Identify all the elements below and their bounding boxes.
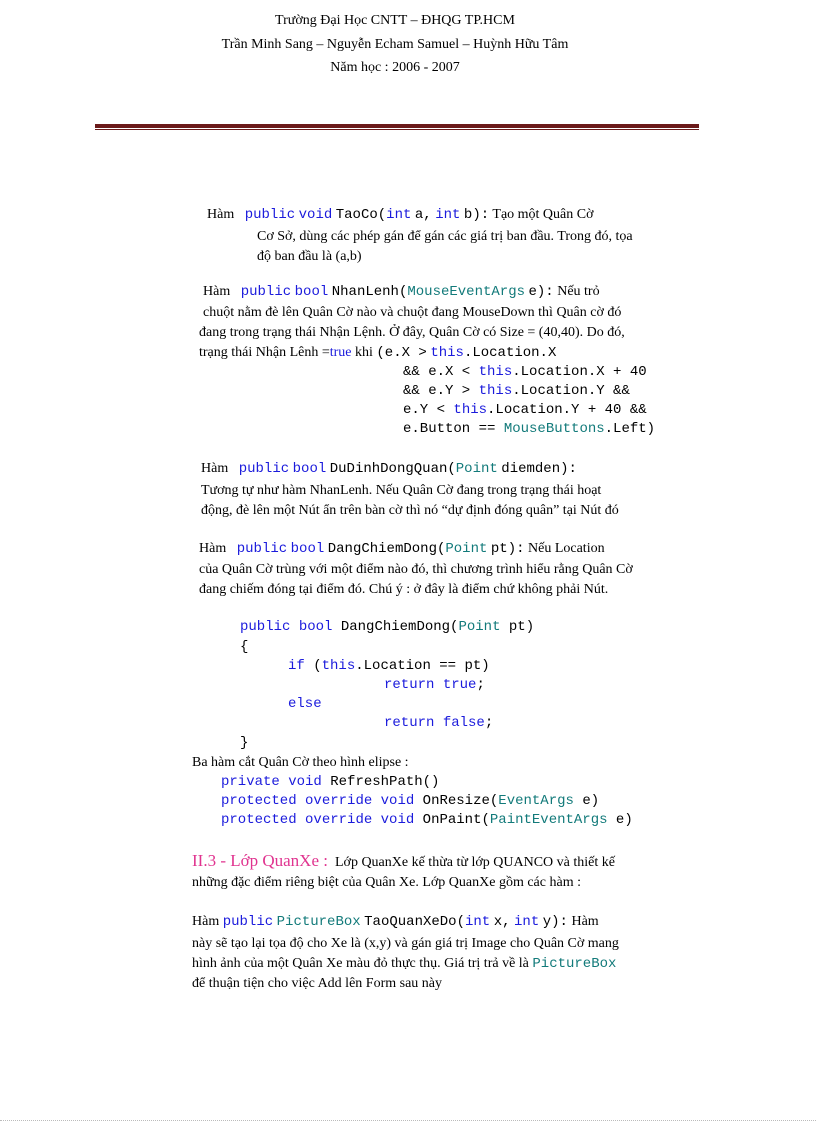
code: ; (476, 677, 485, 693)
kw-public: public (240, 284, 292, 300)
param: diemden): (501, 461, 577, 477)
code-signature (240, 617, 534, 637)
type-name: Point (445, 541, 488, 557)
text: hình ảnh của một Quân Xe màu đỏ thực thụ. Giá trị trả về là (192, 956, 529, 971)
taoquanxe-line2: này sẽ tạo lại tọa độ cho Xe là (x,y) và gán giá trị Image cho Quân Cờ mang (192, 936, 619, 951)
nhanlenh-line2: chuột nằm đè lên Quân Cờ nào và chuột đang MouseDown thì Quân cờ đó (203, 305, 622, 320)
code: ( (313, 658, 322, 674)
type-name: Point (455, 461, 498, 477)
section-line2: những đặc điểm riêng biệt của Quân Xe. Lớp QuanXe gồm các hàm : (192, 875, 581, 890)
kw-this: this (453, 402, 488, 418)
section-heading: II.3 - Lớp QuanXe : (192, 851, 328, 870)
taoco-line3: độ ban đầu là (a,b) (257, 249, 362, 264)
nhanlenh-line3: đang trong trạng thái Nhận Lệnh. Ở đây, Quân Cờ có Size = (40,40). Do đó, (199, 325, 625, 340)
kw-public: public (222, 914, 274, 930)
code: .Location.X (463, 345, 557, 361)
param: pt): (490, 541, 525, 557)
header-divider-thick (95, 124, 699, 128)
dangchiem-lead: Hàm (199, 541, 227, 556)
nhanlenh-cond-2 (403, 362, 647, 382)
code: ; (484, 715, 494, 731)
kw-int: int (464, 914, 491, 930)
type-name: MouseButtons (503, 421, 605, 437)
type-name: PictureBox (532, 956, 617, 972)
kw-bool: bool (294, 284, 329, 300)
method-name: DangChiemDong( (327, 541, 446, 557)
kw-true: true (442, 677, 477, 693)
kw-void: void (298, 207, 333, 223)
kw-else: else (288, 696, 322, 712)
kw-void: void (380, 812, 415, 828)
nhanlenh-signature-line (203, 282, 600, 302)
header-year: Năm học : 2006 - 2007 (330, 60, 460, 75)
code-else (288, 694, 322, 714)
code: (e.X > (376, 345, 427, 361)
kw-override: override (305, 812, 373, 828)
kw-this: this (478, 383, 513, 399)
kw-true: true (329, 345, 352, 360)
ellipse-intro: Ba hàm cắt Quân Cờ theo hình elipse : (192, 755, 409, 770)
kw-return: return (384, 715, 435, 731)
header-authors: Trần Minh Sang – Nguyễn Echam Samuel – Huỳnh Hữu Tâm (221, 37, 569, 52)
code: .Location.X + 40 (512, 364, 647, 380)
dudinh-line3: động, đè lên một Nút ẩn trên bàn cờ thì nó “dự định đóng quân” tại Nút đó (201, 503, 619, 518)
nhanlenh-line4 (199, 343, 556, 363)
taoquanxe-lead: Hàm (192, 914, 220, 929)
type-name: PictureBox (276, 914, 361, 930)
method-name: DuDinhDongQuan( (329, 461, 456, 477)
nhanlenh-cond-5 (403, 419, 655, 439)
code: && e.X < (403, 364, 471, 380)
code-close-brace: } (240, 735, 249, 751)
taoco-signature-line (207, 205, 594, 225)
method-name: NhanLenh( (331, 284, 408, 300)
code-if-line (288, 656, 490, 676)
nhanlenh-desc: Nếu trỏ (557, 284, 600, 299)
dangchiem-line2: của Quân Cờ trùng với một điểm nào đó, thì chương trình hiểu rằng Quân Cờ (199, 562, 633, 577)
kw-public: public (240, 619, 291, 635)
type-name: MouseEventArgs (407, 284, 525, 300)
code: .Left) (604, 421, 656, 437)
dudinh-line2: Tương tự như hàm NhanLenh. Nếu Quân Cờ đang trong trạng thái hoạt (201, 483, 602, 498)
param: e) (582, 793, 600, 809)
text: trạng thái Nhận Lênh = (199, 345, 330, 360)
code: && e.Y > (403, 383, 471, 399)
type-name: PaintEventArgs (489, 812, 608, 828)
kw-this: this (478, 364, 513, 380)
type-name: EventArgs (498, 793, 574, 809)
code-open-brace: { (240, 639, 249, 655)
method-name: OnResize( (422, 793, 499, 809)
type-name: Point (458, 619, 501, 635)
page-bottom-border (0, 1120, 816, 1121)
param-a: a, (414, 207, 432, 223)
kw-void: void (288, 774, 322, 790)
dangchiem-line3: đang chiếm đóng tại điểm đó. Chú ý : ở đây là điểm chứ không phải Nút. (199, 582, 609, 597)
method-name: TaoCo( (335, 207, 387, 223)
header-school: Trường Đại Học CNTT – ĐHQG TP.HCM (275, 13, 515, 28)
dudinh-lead: Hàm (201, 461, 229, 476)
kw-return: return (384, 677, 435, 693)
taoquanxe-desc: Hàm (571, 914, 599, 929)
kw-int: int (386, 207, 412, 223)
nhanlenh-lead: Hàm (203, 284, 231, 299)
method-name: OnPaint( (422, 812, 490, 828)
param: e): (528, 284, 554, 300)
kw-this: this (430, 345, 464, 361)
kw-bool: bool (290, 541, 325, 557)
taoquanxe-signature-line (192, 912, 599, 932)
dudinh-signature-line (201, 459, 577, 479)
ellipse-method-1 (221, 772, 439, 792)
code: .Location == pt) (355, 658, 490, 674)
kw-false: false (442, 715, 485, 731)
kw-int: int (514, 914, 540, 930)
section-heading-line (192, 851, 615, 873)
nhanlenh-cond-4 (403, 400, 647, 420)
taoco-lead: Hàm (207, 207, 235, 222)
taoquanxe-line3 (192, 954, 616, 974)
method-name: TaoQuanXeDo( (364, 914, 465, 930)
code: e.Y < (403, 402, 446, 418)
method-name: DangChiemDong( (340, 619, 459, 635)
kw-bool: bool (298, 619, 333, 635)
code: .Location.Y + 40 && (487, 402, 647, 418)
kw-bool: bool (292, 461, 327, 477)
taoquanxe-line4: để thuận tiện cho việc Add lên Form sau này (192, 976, 442, 991)
kw-this: this (321, 658, 356, 674)
code-return-false (384, 713, 493, 733)
kw-protected: protected (221, 812, 297, 828)
code: .Location.Y && (512, 383, 630, 399)
kw-if: if (288, 658, 305, 674)
kw-public: public (236, 541, 288, 557)
taoco-line2: Cơ Sở, dùng các phép gán để gán các giá trị ban đầu. Trong đó, tọa (257, 229, 633, 244)
ellipse-method-3 (221, 810, 633, 830)
dangchiem-desc: Nếu Location (528, 541, 605, 556)
param: e) (615, 812, 633, 828)
param-b: b): (463, 207, 490, 223)
kw-protected: protected (221, 793, 297, 809)
nhanlenh-cond-3 (403, 381, 630, 401)
method-name: RefreshPath() (330, 774, 440, 790)
param-x: x, (493, 914, 511, 930)
header-divider-thin (95, 129, 699, 130)
kw-int: int (435, 207, 461, 223)
kw-void: void (380, 793, 415, 809)
kw-public: public (244, 207, 296, 223)
param: pt) (508, 619, 535, 635)
section-desc: Lớp QuanXe kế thừa từ lớp QUANCO và thiết kế (334, 855, 615, 870)
kw-override: override (305, 793, 373, 809)
code-return-true (384, 675, 485, 695)
ellipse-method-2 (221, 791, 599, 811)
code: e.Button == (403, 421, 496, 437)
dangchiem-signature-line (199, 539, 605, 559)
taoco-desc: Tạo một Quân Cờ (492, 207, 594, 222)
kw-public: public (238, 461, 290, 477)
param-y: y): (542, 914, 568, 930)
text: khi (355, 345, 373, 360)
kw-private: private (221, 774, 280, 790)
